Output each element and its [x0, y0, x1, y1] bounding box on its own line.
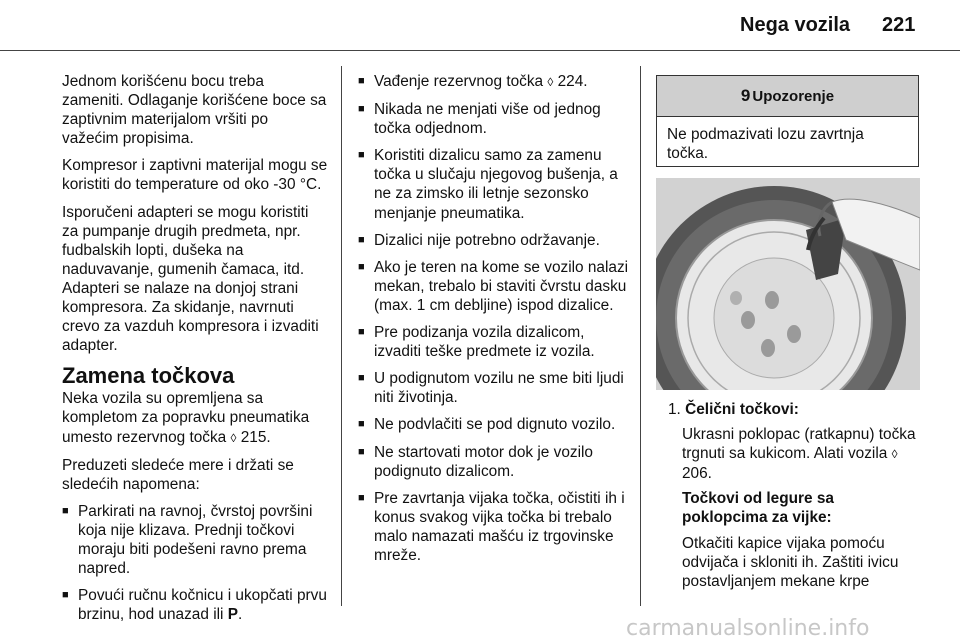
paragraph	[62, 389, 328, 447]
list-item: ■ Ako je teren na kome se vozilo nalazi mekan, trebalo bi staviti čvrstu dasku (max. 1 cm debljine) ispod dizalice.	[358, 258, 630, 315]
paragraph: Preduzeti sledeće mere i držati se sledećih napomena:	[62, 456, 294, 493]
list-item-end: .	[238, 606, 243, 624]
paragraph	[668, 425, 922, 483]
paragraph: Jednom korišćenu bocu treba zameniti. Odlaganje korišćene boce sa zaptivnim materijalom vršiti po važećim propisima.	[62, 73, 327, 148]
warning-triangle-icon: 9	[740, 86, 751, 105]
paragraph-text: Neka vozila su opremljena sa kompletom za popravku pneumatika umesto rezervnog točka	[62, 390, 310, 446]
list-item: ■ Koristiti dizalicu samo za zamenu točka u slučaju njegovog bušenja, a ne za zimsko ili letnje sezonsko menjanje pneumatika.	[358, 146, 630, 222]
list-item: ■ Pre podizanja vozila dizalicom, izvaditi teške predmete iz vozila.	[358, 323, 630, 361]
page-ref[interactable]: 224.	[557, 73, 588, 90]
list-item: ■ Nikada ne menjati više od jednog točka odjednom.	[358, 100, 630, 138]
bullet-list	[62, 502, 328, 625]
subheading: Točkovi od legure sa poklopcima za vijke:	[682, 490, 834, 527]
list-item: ■ U podignutom vozilu ne sme biti ljudi niti životinja.	[358, 369, 630, 407]
list-item	[358, 72, 630, 92]
wheel-illustration-svg	[656, 178, 920, 390]
warning-header	[657, 76, 918, 117]
warning-body: Ne podmazivati lozu zavrtnja točka.	[667, 126, 864, 162]
page-ref-arrow-icon: ◊	[891, 447, 898, 462]
page-ref[interactable]: 215.	[240, 428, 271, 446]
list-item	[62, 586, 328, 624]
section-heading: Zamena točkova	[62, 363, 235, 389]
paragraph: Isporučeni adapteri se mogu koristiti za pumpanje drugih predmeta, npr. fudbalskih lopti, dušeka na naduvavanje, gumenih čamaca, itd. Adapteri se nalaze na donjoj strani kompresora. Za skidanje, navrnuti crevo za vazduh kompresora i izvaditi adapter.	[62, 203, 319, 355]
paragraph: Otkačiti kapice vijaka pomoću odvijača i skloniti ih. Zaštiti ivicu postavljanjem mekane krpe	[682, 534, 899, 590]
paragraph-text: Ukrasni poklopac (ratkapnu) točka trgnuti sa kukicom. Alati vozila	[682, 426, 916, 463]
wheel-cover-illustration	[656, 178, 920, 390]
wheel-steps-list	[668, 400, 922, 597]
column-divider-2	[640, 66, 641, 606]
watermark: carmanualsonline.info	[626, 616, 870, 641]
list-item	[668, 400, 922, 419]
list-item: ■ Dizalici nije potrebno održavanje.	[358, 231, 630, 250]
page-ref-arrow-icon: ◊	[230, 430, 237, 445]
item-number: 1.	[668, 401, 681, 418]
header-rule	[0, 50, 960, 51]
list-item: ■ Parkirati na ravnoj, čvrstoj površini koja nije klizava. Prednji točkovi moraju biti podešeni ravno prema napred.	[62, 502, 328, 578]
column-2	[358, 72, 630, 573]
list-item: ■ Ne startovati motor dok je vozilo podignuto dizalicom.	[358, 443, 630, 481]
column-1	[62, 72, 328, 632]
bullet-list	[358, 72, 630, 565]
page-ref-arrow-icon: ◊	[547, 75, 554, 89]
page-ref[interactable]: 206.	[682, 465, 712, 483]
list-item: ■ Ne podvlačiti se pod dignuto vozilo.	[358, 415, 630, 434]
warning-box	[656, 75, 919, 167]
list-item-text: Vađenje rezervnog točka	[374, 73, 544, 90]
paragraph: Kompresor i zaptivni materijal mogu se koristiti do temperature od oko -30 °C.	[62, 157, 328, 194]
warning-title: Upozorenje	[752, 88, 835, 105]
column-divider-1	[341, 66, 342, 606]
list-item-text: Povući ručnu kočnicu i ukopčati prvu brzinu, hod unazad ili	[78, 587, 327, 624]
gear-letter: P	[227, 606, 238, 624]
page-number: 221	[882, 14, 916, 36]
item-title: Čelični točkovi:	[685, 401, 799, 418]
header-title: Nega vozila	[740, 14, 851, 36]
list-item: ■ Pre zavrtanja vijaka točka, očistiti ih i konus svakog vijka točka bi trebalo malo namazati mašću iz trgovinske mreže.	[358, 489, 630, 565]
